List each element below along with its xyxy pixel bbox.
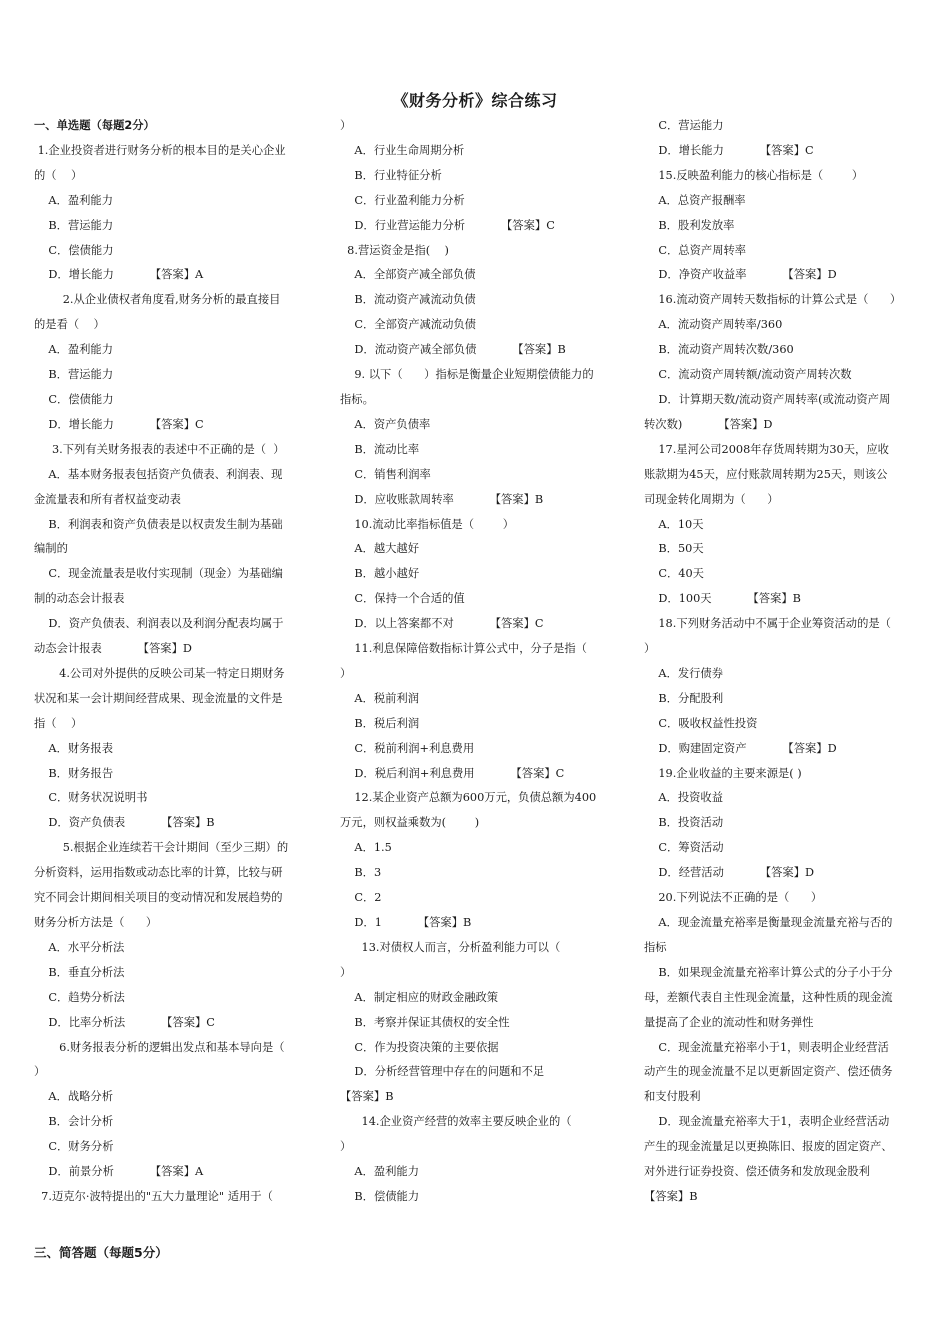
text-line: 3.下列有关财务报表的表述中不正确的是（ ） <box>34 442 285 456</box>
text-line: 对外进行证券投资、偿还债务和发放现金股利 <box>644 1165 870 1179</box>
text-line: D．计算期天数/流动资产周转率(或流动资产周 <box>644 392 891 406</box>
text-line: C．全部资产减流动负债 <box>340 318 476 332</box>
document-title: 《财务分析》综合练习 <box>392 91 558 110</box>
text-line: D．资产负债表、利润表以及利润分配表均属于 <box>34 617 284 631</box>
text-line: ） <box>340 1140 352 1154</box>
text-line: C．吸收权益性投资 <box>644 716 758 730</box>
text-line: 母，差额代表自主性现金流量，这种性质的现金流 <box>644 990 893 1004</box>
text-line: A．流动资产周转率/360 <box>644 318 783 332</box>
text-line: 指（ ） <box>34 716 83 730</box>
text-line: B．营运能力 <box>34 368 114 382</box>
text-line: C．销售利润率 <box>340 467 431 481</box>
text-line: C．财务状况说明书 <box>34 791 148 805</box>
text-line: 11.利息保障倍数指标计算公式中，分子是指（ <box>340 642 587 656</box>
section-heading-short-answer: 三、简答题（每题5分） <box>34 1245 168 1260</box>
text-line: 司现金转化周期为（ ） <box>644 492 779 506</box>
text-line: 16.流动资产周转天数指标的计算公式是（ ） <box>644 293 902 307</box>
text-line: B．行业特征分析 <box>340 168 442 182</box>
text-line: D．分析经营管理中存在的问题和不足 <box>340 1065 545 1079</box>
text-line: 1.企业投资者进行财务分析的根本目的是关心企业 <box>34 143 286 157</box>
text-line: A．财务报表 <box>34 741 114 755</box>
column-3 <box>644 114 912 1210</box>
text-line: B．营运能力 <box>34 218 114 232</box>
text-line: 分析资料，运用指数或动态比率的计算，比较与研 <box>34 866 283 880</box>
text-line: 5.根据企业连续若干会计期间（至少三期）的 <box>34 841 289 855</box>
text-line: 的（ ） <box>34 168 83 182</box>
text-line: A．盈利能力 <box>340 1165 420 1179</box>
text-line: 账款期为45天，应付账款周转期为25天，则该公 <box>644 467 888 481</box>
text-line: B．3 <box>340 866 382 880</box>
text-line: 和支付股利 <box>644 1090 701 1104</box>
text-line: C．行业盈利能力分析 <box>340 193 465 207</box>
text-line: ） <box>340 666 352 680</box>
text-line: 编制的 <box>34 542 68 556</box>
text-line: B．投资活动 <box>644 816 724 830</box>
text-line: A．水平分析法 <box>34 940 125 954</box>
text-line: A．投资收益 <box>644 791 724 805</box>
text-line: 指标 <box>644 940 667 954</box>
text-line: 的是看（ ） <box>34 318 105 332</box>
text-line: 6.财务报表分析的逻辑出发点和基本导向是（ <box>34 1040 285 1054</box>
column-1 <box>34 114 302 1210</box>
text-line: C．作为投资决策的主要依据 <box>340 1040 499 1054</box>
text-line: 动态会计报表 【答案】D <box>34 642 192 656</box>
text-line: D．应收账款周转率 【答案】B <box>340 492 544 506</box>
text-line: A．越大越好 <box>340 542 420 556</box>
text-line: D．100天 【答案】B <box>644 592 801 606</box>
text-line: 15.反映盈利能力的核心指标是（ ） <box>644 168 864 182</box>
text-line: D．购建固定资产 【答案】D <box>644 741 837 755</box>
text-line: A．盈利能力 <box>34 343 114 357</box>
text-line: B．流动资产周转次数/360 <box>644 343 794 357</box>
text-line: ） <box>644 642 656 656</box>
text-line: A．基本财务报表包括资产负债表、利润表、现 <box>34 467 283 481</box>
text-line: C．现金流量表是收付实现制（现金）为基础编 <box>34 567 283 581</box>
text-line: D．行业营运能力分析 【答案】C <box>340 218 555 232</box>
text-line: 18.下列财务活动中不属于企业筹资活动的是（ <box>644 617 891 631</box>
text-line: 19.企业收益的主要来源是( ) <box>644 766 802 780</box>
text-line: ） <box>340 119 352 132</box>
text-line: 20.下列说法不正确的是（ ） <box>644 891 823 905</box>
text-line: A．盈利能力 <box>34 193 114 207</box>
text-line: A．发行债券 <box>644 666 724 680</box>
text-line: B．如果现金流量充裕率计算公式的分子小于分 <box>644 965 893 979</box>
text-line: C．现金流量充裕率小于1，则表明企业经营活 <box>644 1040 889 1054</box>
text-line: 量提高了企业的流动性和财务弹性 <box>644 1015 814 1029</box>
text-line: B．分配股利 <box>644 691 724 705</box>
text-line: 12.某企业资产总额为600万元，负债总额为400 <box>340 791 597 805</box>
text-line: D．增长能力 【答案】C <box>34 417 204 431</box>
text-line: D．流动资产减全部负债 【答案】B <box>340 343 566 357</box>
text-line: B．偿债能力 <box>340 1189 420 1203</box>
text-line: B．50天 <box>644 542 704 556</box>
text-line: D．增长能力 【答案】A <box>34 268 204 282</box>
text-line: D．1 【答案】B <box>340 916 472 929</box>
text-line: A．10天 <box>644 517 704 531</box>
text-line: A．全部资产减全部负债 <box>340 268 476 282</box>
section-heading: 一、单选题（每题2分） <box>34 119 155 132</box>
text-line: ） <box>340 965 352 979</box>
text-line: D．前景分析 【答案】A <box>34 1165 204 1179</box>
text-line: 动产生的现金流量不足以更新固定资产、偿还债务 <box>644 1065 893 1079</box>
text-line: C．税前利润+利息费用 <box>340 741 475 755</box>
text-line: B．流动资产减流动负债 <box>340 293 476 307</box>
text-line: D．资产负债表 【答案】B <box>34 816 215 830</box>
text-line: A．1.5 <box>340 841 392 855</box>
text-line: D．税后利润+利息费用 【答案】C <box>340 766 565 780</box>
text-line: B．股利发放率 <box>644 218 735 232</box>
text-line: C．总资产周转率 <box>644 243 747 257</box>
text-line: C．营运能力 <box>644 119 724 132</box>
text-line: A．总资产报酬率 <box>644 193 746 207</box>
text-line: B．越小越好 <box>340 567 420 581</box>
text-line: A．制定相应的财政金融政策 <box>340 990 499 1004</box>
text-line: 8.营运资金是指( ) <box>340 243 449 257</box>
text-line: A．税前利润 <box>340 691 420 705</box>
text-line: 状况和某一会计期间经营成果、现金流量的文件是 <box>34 691 283 705</box>
text-line: A．资产负债率 <box>340 417 431 431</box>
text-line: D．经营活动 【答案】D <box>644 866 815 880</box>
text-line: C．偿债能力 <box>34 243 114 257</box>
text-line: B．会计分析 <box>34 1115 114 1129</box>
text-line: D．增长能力 【答案】C <box>644 143 814 157</box>
text-line: 指标。 <box>340 392 374 406</box>
text-line: 17.星河公司2008年存货周转期为30天，应收 <box>644 442 889 456</box>
column-2 <box>340 114 608 1210</box>
text-line: A．战略分析 <box>34 1090 114 1104</box>
text-line: 4.公司对外提供的反映公司某一特定日期财务 <box>34 666 285 680</box>
text-line: 7.迈克尔·波特提出的"五大力量理论" 适用于（ <box>34 1189 273 1203</box>
text-line: 【答案】B <box>644 1189 698 1203</box>
text-line: C．保持一个合适的值 <box>340 592 465 606</box>
text-line: A．现金流量充裕率是衡量现金流量充裕与否的 <box>644 916 893 929</box>
text-line: B．利润表和资产负债表是以权责发生制为基础 <box>34 517 283 531</box>
text-line: C．偿债能力 <box>34 392 114 406</box>
text-line: B．考察并保证其债权的安全性 <box>340 1015 510 1029</box>
text-line: 产生的现金流量足以更换陈旧、报废的固定资产、 <box>644 1140 893 1154</box>
text-line: D．比率分析法 【答案】C <box>34 1015 215 1029</box>
text-line: B．税后利润 <box>340 716 420 730</box>
text-line: 13.对债权人而言，分析盈利能力可以（ <box>340 940 561 954</box>
text-line: 9. 以下（ ）指标是衡量企业短期偿债能力的 <box>340 368 594 382</box>
text-line: C．财务分析 <box>34 1140 114 1154</box>
text-line: C．趋势分析法 <box>34 990 125 1004</box>
text-line: 14.企业资产经营的效率主要反映企业的（ <box>340 1115 572 1129</box>
text-line: 金流量表和所有者权益变动表 <box>34 492 181 506</box>
text-line: 10.流动比率指标值是（ ） <box>340 517 515 531</box>
text-line: B．垂直分析法 <box>34 965 125 979</box>
text-line: D．以上答案都不对 【答案】C <box>340 617 544 631</box>
text-line: 【答案】B <box>340 1090 394 1104</box>
text-line: 万元，则权益乘数为( ) <box>340 816 480 830</box>
text-line: 究不同会计期间相关项目的变动情况和发展趋势的 <box>34 891 283 905</box>
text-line: D．净资产收益率 【答案】D <box>644 268 837 282</box>
text-line: C．40天 <box>644 567 704 581</box>
text-line: B．财务报告 <box>34 766 114 780</box>
text-line: C．筹资活动 <box>644 841 724 855</box>
text-line: ） <box>34 1065 46 1079</box>
text-line: B．流动比率 <box>340 442 420 456</box>
text-line: 转次数) 【答案】D <box>644 417 773 431</box>
text-line: 2.从企业债权者角度看,财务分析的最直接目 <box>34 293 281 307</box>
text-line: 财务分析方法是（ ） <box>34 916 158 929</box>
text-line: C．流动资产周转额/流动资产周转次数 <box>644 368 852 382</box>
text-line: C．2 <box>340 891 382 905</box>
text-line: A．行业生命周期分析 <box>340 143 465 157</box>
text-line: D．现金流量充裕率大于1，表明企业经营活动 <box>644 1115 890 1129</box>
text-line: 制的动态会计报表 <box>34 592 125 606</box>
